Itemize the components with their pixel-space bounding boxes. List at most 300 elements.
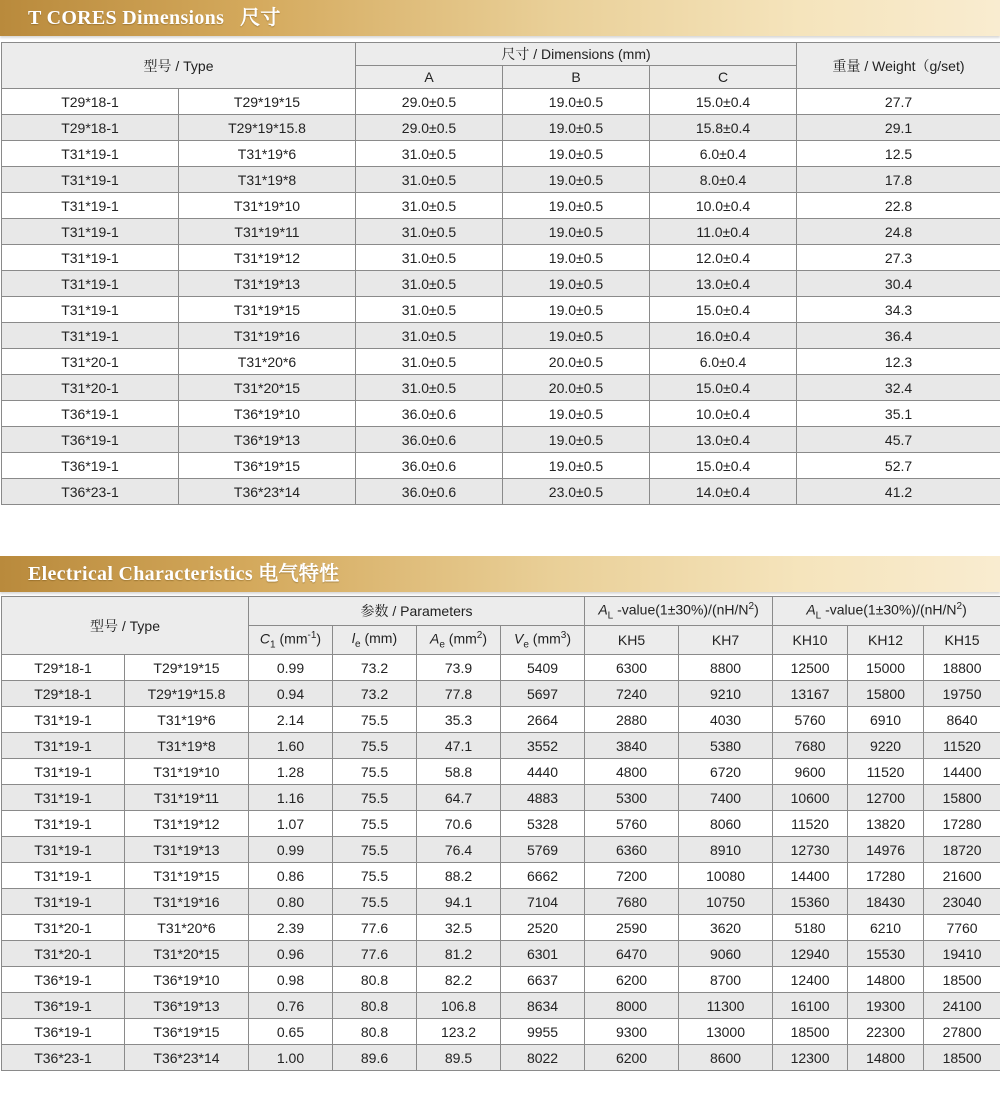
table-cell: T36*19*15 bbox=[179, 453, 356, 479]
table-cell: T36*19*10 bbox=[125, 967, 249, 993]
table-cell: 0.96 bbox=[249, 941, 333, 967]
table-cell: 14976 bbox=[848, 837, 924, 863]
table-cell: 27.3 bbox=[797, 245, 1000, 271]
table-cell: 23040 bbox=[924, 889, 1000, 915]
table-cell: 27800 bbox=[924, 1019, 1000, 1045]
table-cell: 5180 bbox=[773, 915, 848, 941]
table-cell: 4800 bbox=[585, 759, 679, 785]
table-cell: T31*19*11 bbox=[125, 785, 249, 811]
table-cell: 29.0±0.5 bbox=[356, 115, 503, 141]
table-cell: 0.94 bbox=[249, 681, 333, 707]
table-cell: 30.4 bbox=[797, 271, 1000, 297]
table-cell: 0.99 bbox=[249, 655, 333, 681]
table-row bbox=[2, 453, 1000, 479]
table-cell: 20.0±0.5 bbox=[503, 375, 650, 401]
table-cell: 13820 bbox=[848, 811, 924, 837]
table-cell: T36*19*15 bbox=[125, 1019, 249, 1045]
table-cell: 77.8 bbox=[417, 681, 501, 707]
table-cell: 6910 bbox=[848, 707, 924, 733]
weight-header: 重量 / Weight（g/set) bbox=[797, 43, 1000, 89]
table-cell: 14800 bbox=[848, 967, 924, 993]
table-cell: 19.0±0.5 bbox=[503, 427, 650, 453]
table-cell: 2880 bbox=[585, 707, 679, 733]
table-cell: 75.5 bbox=[333, 837, 417, 863]
table-cell: T29*18-1 bbox=[2, 89, 179, 115]
table-cell: 19410 bbox=[924, 941, 1000, 967]
table-row bbox=[2, 1045, 1000, 1071]
table-cell: 34.3 bbox=[797, 297, 1000, 323]
table-cell: 8640 bbox=[924, 707, 1000, 733]
table-cell: 52.7 bbox=[797, 453, 1000, 479]
table-cell: T29*18-1 bbox=[2, 655, 125, 681]
table-cell: 0.86 bbox=[249, 863, 333, 889]
table-cell: 6300 bbox=[585, 655, 679, 681]
table-cell: 70.6 bbox=[417, 811, 501, 837]
table-row bbox=[2, 759, 1000, 785]
table-cell: 0.99 bbox=[249, 837, 333, 863]
table-cell: T31*20*6 bbox=[179, 349, 356, 375]
table-cell: 12.0±0.4 bbox=[650, 245, 797, 271]
table-cell: T36*19*10 bbox=[179, 401, 356, 427]
table-cell: 36.4 bbox=[797, 323, 1000, 349]
table-cell: 15800 bbox=[924, 785, 1000, 811]
ae-header: $A_e$ $(mm^2)$ bbox=[417, 626, 501, 655]
table-cell: 1.28 bbox=[249, 759, 333, 785]
table-cell: 12940 bbox=[773, 941, 848, 967]
table-cell: T36*19-1 bbox=[2, 453, 179, 479]
table-row bbox=[2, 1019, 1000, 1045]
table-cell: 5328 bbox=[501, 811, 585, 837]
table-cell: 8800 bbox=[679, 655, 773, 681]
table-cell: 1.16 bbox=[249, 785, 333, 811]
table-cell: T31*19-1 bbox=[2, 785, 125, 811]
table-cell: T36*23*14 bbox=[179, 479, 356, 505]
table-cell: 9955 bbox=[501, 1019, 585, 1045]
section-title-electrical: Electrical Characteristics 电气特性 bbox=[28, 563, 340, 585]
table-cell: 19.0±0.5 bbox=[503, 271, 650, 297]
table-cell: 2590 bbox=[585, 915, 679, 941]
table-cell: T31*19-1 bbox=[2, 837, 125, 863]
table-cell: 77.6 bbox=[333, 941, 417, 967]
table-cell: 13167 bbox=[773, 681, 848, 707]
table-cell: 19.0±0.5 bbox=[503, 141, 650, 167]
table-cell: T36*23-1 bbox=[2, 1045, 125, 1071]
table-cell: 21600 bbox=[924, 863, 1000, 889]
table-cell: 2520 bbox=[501, 915, 585, 941]
table-cell: T29*18-1 bbox=[2, 681, 125, 707]
c1-header: $C_1$ $(mm^{-1})$ bbox=[249, 626, 333, 655]
table-cell: 15.0±0.4 bbox=[650, 89, 797, 115]
table-cell: T31*19-1 bbox=[2, 811, 125, 837]
table-cell: 8910 bbox=[679, 837, 773, 863]
table-cell: 64.7 bbox=[417, 785, 501, 811]
table-cell: 73.9 bbox=[417, 655, 501, 681]
table-cell: 9060 bbox=[679, 941, 773, 967]
table-cell: 31.0±0.5 bbox=[356, 375, 503, 401]
table-cell: T31*19-1 bbox=[2, 733, 125, 759]
table-cell: 15530 bbox=[848, 941, 924, 967]
table-cell: 8700 bbox=[679, 967, 773, 993]
table-cell: 9600 bbox=[773, 759, 848, 785]
table-row bbox=[2, 681, 1000, 707]
table-cell: T31*20-1 bbox=[2, 375, 179, 401]
table-cell: T31*19*12 bbox=[125, 811, 249, 837]
table-cell: 5697 bbox=[501, 681, 585, 707]
table-cell: 29.1 bbox=[797, 115, 1000, 141]
table-cell: 6200 bbox=[585, 967, 679, 993]
table-cell: 2.14 bbox=[249, 707, 333, 733]
table-cell: T31*19*10 bbox=[125, 759, 249, 785]
table-cell: 82.2 bbox=[417, 967, 501, 993]
table-cell: T29*18-1 bbox=[2, 115, 179, 141]
table-cell: 89.6 bbox=[333, 1045, 417, 1071]
table-cell: 75.5 bbox=[333, 811, 417, 837]
table-row bbox=[2, 967, 1000, 993]
table-cell: 10080 bbox=[679, 863, 773, 889]
table-cell: 6.0±0.4 bbox=[650, 141, 797, 167]
table-cell: 29.0±0.5 bbox=[356, 89, 503, 115]
table-cell: 7760 bbox=[924, 915, 1000, 941]
table-cell: 35.1 bbox=[797, 401, 1000, 427]
table-cell: 73.2 bbox=[333, 681, 417, 707]
table-cell: 31.0±0.5 bbox=[356, 323, 503, 349]
table-cell: T31*19-1 bbox=[2, 245, 179, 271]
table-cell: 36.0±0.6 bbox=[356, 401, 503, 427]
table-row bbox=[2, 323, 1000, 349]
table-cell: 6470 bbox=[585, 941, 679, 967]
table-cell: 31.0±0.5 bbox=[356, 219, 503, 245]
table-cell: T31*20-1 bbox=[2, 915, 125, 941]
table-cell: 12.3 bbox=[797, 349, 1000, 375]
table-cell: 19.0±0.5 bbox=[503, 115, 650, 141]
table-cell: 5760 bbox=[773, 707, 848, 733]
table-row bbox=[2, 941, 1000, 967]
table-cell: T31*19-1 bbox=[2, 193, 179, 219]
table-row bbox=[2, 167, 1000, 193]
table-cell: 75.5 bbox=[333, 759, 417, 785]
table-cell: 80.8 bbox=[333, 993, 417, 1019]
kh7-header: KH7 bbox=[679, 626, 773, 655]
type-header: 型号 / Type bbox=[2, 43, 356, 89]
table-cell: T36*19-1 bbox=[2, 401, 179, 427]
table-cell: T31*19-1 bbox=[2, 297, 179, 323]
table-cell: 4030 bbox=[679, 707, 773, 733]
table-cell: 10.0±0.4 bbox=[650, 401, 797, 427]
table-cell: T36*19*13 bbox=[125, 993, 249, 1019]
table-cell: T31*20*6 bbox=[125, 915, 249, 941]
table-cell: 31.0±0.5 bbox=[356, 271, 503, 297]
table-cell: 75.5 bbox=[333, 863, 417, 889]
table-cell: T36*19-1 bbox=[2, 1019, 125, 1045]
table-cell: 31.0±0.5 bbox=[356, 141, 503, 167]
kh15-header: KH15 bbox=[924, 626, 1000, 655]
table-cell: 58.8 bbox=[417, 759, 501, 785]
table-cell: 18720 bbox=[924, 837, 1000, 863]
table-row bbox=[2, 375, 1000, 401]
table-cell: 2.39 bbox=[249, 915, 333, 941]
table-cell: 31.0±0.5 bbox=[356, 349, 503, 375]
table-cell: 7200 bbox=[585, 863, 679, 889]
table-cell: 11.0±0.4 bbox=[650, 219, 797, 245]
table-row bbox=[2, 915, 1000, 941]
table-cell: T31*20-1 bbox=[2, 349, 179, 375]
table-cell: 15000 bbox=[848, 655, 924, 681]
table-cell: 6210 bbox=[848, 915, 924, 941]
table-cell: 13.0±0.4 bbox=[650, 271, 797, 297]
table-cell: 106.8 bbox=[417, 993, 501, 1019]
table-cell: 10750 bbox=[679, 889, 773, 915]
table-cell: 14800 bbox=[848, 1045, 924, 1071]
table-row bbox=[2, 811, 1000, 837]
table-cell: 36.0±0.6 bbox=[356, 453, 503, 479]
table-cell: T31*19-1 bbox=[2, 167, 179, 193]
table-row bbox=[2, 785, 1000, 811]
table-cell: 18500 bbox=[924, 967, 1000, 993]
table-row bbox=[2, 193, 1000, 219]
table-cell: 3620 bbox=[679, 915, 773, 941]
table-cell: T31*19*15 bbox=[179, 297, 356, 323]
table-row bbox=[2, 271, 1000, 297]
table-cell: T31*19-1 bbox=[2, 889, 125, 915]
table-cell: 19300 bbox=[848, 993, 924, 1019]
table-cell: 14.0±0.4 bbox=[650, 479, 797, 505]
table-cell: 73.2 bbox=[333, 655, 417, 681]
table-cell: T29*19*15 bbox=[125, 655, 249, 681]
ve-header: $V_e$ $(mm^3)$ bbox=[501, 626, 585, 655]
table-cell: 6637 bbox=[501, 967, 585, 993]
table-cell: 123.2 bbox=[417, 1019, 501, 1045]
table-cell: 9220 bbox=[848, 733, 924, 759]
table-cell: 41.2 bbox=[797, 479, 1000, 505]
table-cell: 13.0±0.4 bbox=[650, 427, 797, 453]
table-cell: 8022 bbox=[501, 1045, 585, 1071]
table-cell: 0.80 bbox=[249, 889, 333, 915]
table-cell: T31*19*15 bbox=[125, 863, 249, 889]
table-cell: T36*19-1 bbox=[2, 993, 125, 1019]
table-cell: 45.7 bbox=[797, 427, 1000, 453]
table-cell: 16100 bbox=[773, 993, 848, 1019]
table-cell: 19.0±0.5 bbox=[503, 323, 650, 349]
table-cell: 12.5 bbox=[797, 141, 1000, 167]
table-cell: 19.0±0.5 bbox=[503, 89, 650, 115]
table-cell: 24.8 bbox=[797, 219, 1000, 245]
table-cell: 7104 bbox=[501, 889, 585, 915]
table-cell: T31*19*6 bbox=[179, 141, 356, 167]
table-cell: 1.60 bbox=[249, 733, 333, 759]
table-cell: 80.8 bbox=[333, 967, 417, 993]
table-cell: T31*19-1 bbox=[2, 141, 179, 167]
table-cell: 7680 bbox=[773, 733, 848, 759]
table-cell: 19.0±0.5 bbox=[503, 167, 650, 193]
table-cell: 4440 bbox=[501, 759, 585, 785]
kh12-header: KH12 bbox=[848, 626, 924, 655]
table-cell: 12700 bbox=[848, 785, 924, 811]
table-cell: 8600 bbox=[679, 1045, 773, 1071]
table-cell: 19.0±0.5 bbox=[503, 401, 650, 427]
table-cell: T36*19-1 bbox=[2, 967, 125, 993]
table-cell: T31*20*15 bbox=[125, 941, 249, 967]
table-cell: 19.0±0.5 bbox=[503, 193, 650, 219]
table-cell: T31*19*13 bbox=[125, 837, 249, 863]
section-title-dimensions: T CORES Dimensions 尺寸 bbox=[28, 7, 281, 29]
table-row bbox=[2, 219, 1000, 245]
table-cell: 89.5 bbox=[417, 1045, 501, 1071]
table-row bbox=[2, 141, 1000, 167]
table-cell: 17280 bbox=[848, 863, 924, 889]
table-cell: 5300 bbox=[585, 785, 679, 811]
table-cell: T36*19-1 bbox=[2, 427, 179, 453]
table-cell: 17.8 bbox=[797, 167, 1000, 193]
table-cell: 31.0±0.5 bbox=[356, 245, 503, 271]
table-cell: 18500 bbox=[924, 1045, 1000, 1071]
table-cell: T31*19*12 bbox=[179, 245, 356, 271]
table-cell: 19.0±0.5 bbox=[503, 453, 650, 479]
table-cell: 6200 bbox=[585, 1045, 679, 1071]
table-cell: 18500 bbox=[773, 1019, 848, 1045]
table-cell: T31*19*16 bbox=[125, 889, 249, 915]
table-cell: 4883 bbox=[501, 785, 585, 811]
table-cell: T36*23-1 bbox=[2, 479, 179, 505]
table-cell: T31*19*11 bbox=[179, 219, 356, 245]
table-row bbox=[2, 245, 1000, 271]
table-cell: 15.0±0.4 bbox=[650, 297, 797, 323]
table-row bbox=[2, 115, 1000, 141]
table-row bbox=[2, 707, 1000, 733]
table-cell: 6301 bbox=[501, 941, 585, 967]
table-cell: 88.2 bbox=[417, 863, 501, 889]
table-cell: 5769 bbox=[501, 837, 585, 863]
table-cell: 75.5 bbox=[333, 707, 417, 733]
table-cell: 18800 bbox=[924, 655, 1000, 681]
table-cell: T36*19*13 bbox=[179, 427, 356, 453]
table-cell: 3552 bbox=[501, 733, 585, 759]
table-cell: 35.3 bbox=[417, 707, 501, 733]
table-cell: 8000 bbox=[585, 993, 679, 1019]
dim-c-header: C bbox=[650, 66, 797, 89]
table-cell: 36.0±0.6 bbox=[356, 479, 503, 505]
table-cell: 8634 bbox=[501, 993, 585, 1019]
table-row bbox=[2, 889, 1000, 915]
table-cell: 2664 bbox=[501, 707, 585, 733]
table-cell: 17280 bbox=[924, 811, 1000, 837]
table-cell: 27.7 bbox=[797, 89, 1000, 115]
table-cell: 12730 bbox=[773, 837, 848, 863]
table-cell: 36.0±0.6 bbox=[356, 427, 503, 453]
table-cell: 75.5 bbox=[333, 889, 417, 915]
table-cell: 13000 bbox=[679, 1019, 773, 1045]
kh5-header: KH5 bbox=[585, 626, 679, 655]
table-cell: 19.0±0.5 bbox=[503, 297, 650, 323]
table-row bbox=[2, 401, 1000, 427]
table-row bbox=[2, 837, 1000, 863]
le-header: $l_e$ (mm) bbox=[333, 626, 417, 655]
table-cell: 12300 bbox=[773, 1045, 848, 1071]
table-cell: 14400 bbox=[773, 863, 848, 889]
table-cell: 15.0±0.4 bbox=[650, 375, 797, 401]
parameters-header: 参数 / Parameters bbox=[249, 597, 585, 626]
table-cell: 81.2 bbox=[417, 941, 501, 967]
table-cell: T31*19*8 bbox=[125, 733, 249, 759]
table-cell: 32.4 bbox=[797, 375, 1000, 401]
table-cell: T31*19*10 bbox=[179, 193, 356, 219]
table-cell: 15.8±0.4 bbox=[650, 115, 797, 141]
table-cell: 24100 bbox=[924, 993, 1000, 1019]
table-cell: 11520 bbox=[848, 759, 924, 785]
table-cell: 10600 bbox=[773, 785, 848, 811]
table-cell: T31*19-1 bbox=[2, 323, 179, 349]
table-cell: 23.0±0.5 bbox=[503, 479, 650, 505]
table-cell: T31*19-1 bbox=[2, 707, 125, 733]
table-cell: 11300 bbox=[679, 993, 773, 1019]
section-banner-dimensions bbox=[0, 0, 1000, 36]
table-cell: 12400 bbox=[773, 967, 848, 993]
table-cell: 31.0±0.5 bbox=[356, 193, 503, 219]
table-cell: 16.0±0.4 bbox=[650, 323, 797, 349]
table-cell: 80.8 bbox=[333, 1019, 417, 1045]
table-cell: 22.8 bbox=[797, 193, 1000, 219]
table-row bbox=[2, 89, 1000, 115]
dimensions-table bbox=[1, 42, 1000, 505]
dim-b-header: B bbox=[503, 66, 650, 89]
table-cell: 7400 bbox=[679, 785, 773, 811]
table-row bbox=[2, 427, 1000, 453]
table-cell: 15800 bbox=[848, 681, 924, 707]
table-cell: T31*20-1 bbox=[2, 941, 125, 967]
table-cell: 0.65 bbox=[249, 1019, 333, 1045]
table-cell: 19.0±0.5 bbox=[503, 245, 650, 271]
table-cell: T31*19-1 bbox=[2, 271, 179, 297]
table-cell: T31*19*6 bbox=[125, 707, 249, 733]
table-cell: 47.1 bbox=[417, 733, 501, 759]
section-banner-electrical bbox=[0, 556, 1000, 592]
table-cell: 19.0±0.5 bbox=[503, 219, 650, 245]
al-value-header-2: $A_L$ $-value(1\pm 30\%)/(nH/N^2)$ bbox=[773, 597, 1000, 626]
table-cell: T29*19*15.8 bbox=[179, 115, 356, 141]
table-cell: 10.0±0.4 bbox=[650, 193, 797, 219]
table-cell: T31*19-1 bbox=[2, 759, 125, 785]
table-cell: 6662 bbox=[501, 863, 585, 889]
table-cell: 22300 bbox=[848, 1019, 924, 1045]
table-cell: 9210 bbox=[679, 681, 773, 707]
dim-a-header: A bbox=[356, 66, 503, 89]
table-cell: 1.00 bbox=[249, 1045, 333, 1071]
table-cell: 6360 bbox=[585, 837, 679, 863]
table-cell: 0.76 bbox=[249, 993, 333, 1019]
table-row bbox=[2, 297, 1000, 323]
table-row bbox=[2, 655, 1000, 681]
table-cell: 11520 bbox=[773, 811, 848, 837]
table-cell: T31*19*16 bbox=[179, 323, 356, 349]
table-cell: T31*19-1 bbox=[2, 863, 125, 889]
table-cell: T31*20*15 bbox=[179, 375, 356, 401]
table-cell: 20.0±0.5 bbox=[503, 349, 650, 375]
table-cell: T29*19*15 bbox=[179, 89, 356, 115]
table-cell: 5380 bbox=[679, 733, 773, 759]
table-cell: 9300 bbox=[585, 1019, 679, 1045]
table-cell: 7680 bbox=[585, 889, 679, 915]
table-cell: T31*19*8 bbox=[179, 167, 356, 193]
table-cell: 77.6 bbox=[333, 915, 417, 941]
table-cell: 14400 bbox=[924, 759, 1000, 785]
table-cell: 5760 bbox=[585, 811, 679, 837]
table-cell: 8060 bbox=[679, 811, 773, 837]
table-cell: 31.0±0.5 bbox=[356, 167, 503, 193]
table-cell: 0.98 bbox=[249, 967, 333, 993]
type-header-2: 型号 / Type bbox=[2, 597, 249, 655]
table-cell: 19750 bbox=[924, 681, 1000, 707]
kh10-header: KH10 bbox=[773, 626, 848, 655]
table-row bbox=[2, 349, 1000, 375]
